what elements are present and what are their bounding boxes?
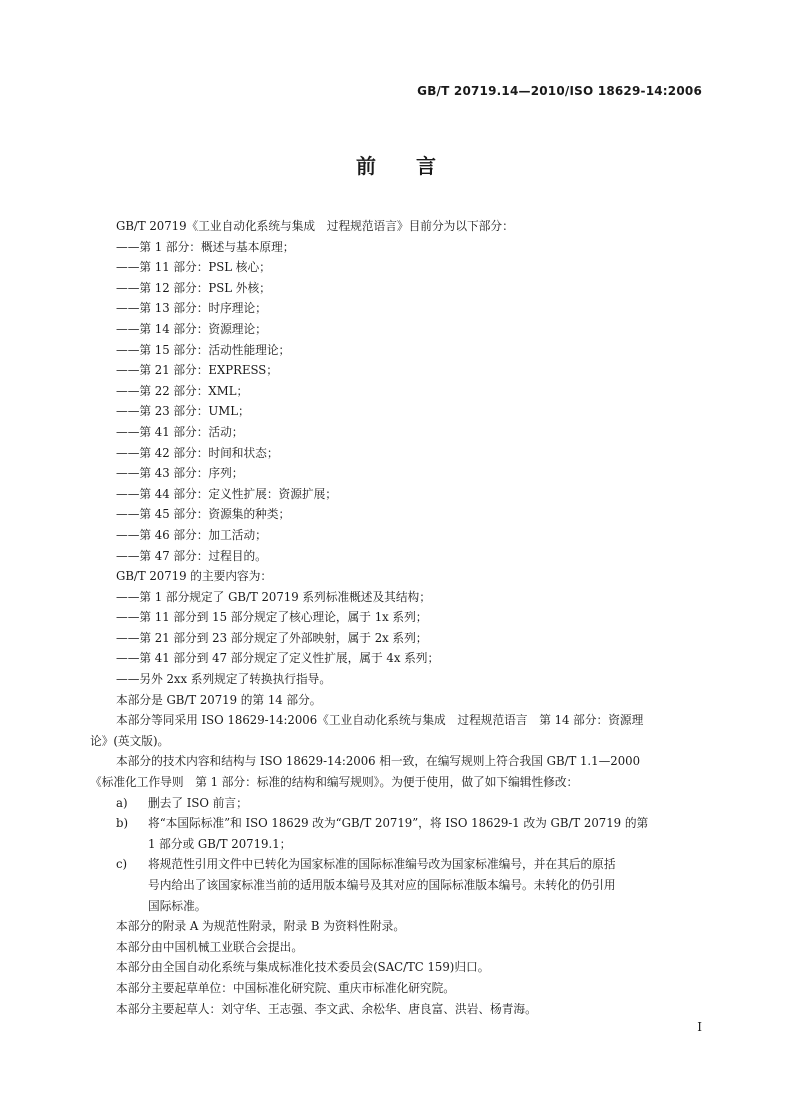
list-marker: c) bbox=[116, 857, 128, 872]
tail-line: 本部分由中国机械工业联合会提出。 bbox=[116, 939, 304, 954]
paragraph-iso-line: 论》(英文版)。 bbox=[90, 733, 170, 748]
body-line: ——第 41 部分到 47 部分规定了定义性扩展，属于 4x 系列； bbox=[116, 651, 440, 666]
body-line: 本部分是 GB/T 20719 的第 14 部分。 bbox=[116, 692, 322, 707]
body-line: GB/T 20719《工业自动化系统与集成 过程规范语言》目前分为以下部分： bbox=[116, 219, 514, 233]
body-line: ——第 13 部分：时序理论； bbox=[116, 301, 267, 316]
page-number: I bbox=[697, 1020, 702, 1034]
list-item-c bbox=[90, 854, 704, 916]
body-line: ——第 21 部分：EXPRESS； bbox=[116, 363, 278, 378]
body-line: GB/T 20719 的主要内容为： bbox=[116, 569, 273, 584]
body-line: ——第 1 部分：概述与基本原理； bbox=[116, 239, 295, 254]
list-item-text: 将规范性引用文件中已转化为国家标准的国际标准编号改为国家标准编号，并在其后的原括 bbox=[148, 857, 616, 872]
body-line: ——第 21 部分到 23 部分规定了外部映射，属于 2x 系列； bbox=[116, 630, 428, 645]
body-line: ——第 45 部分：资源集的种类； bbox=[116, 507, 291, 522]
list-marker: a) bbox=[116, 795, 128, 810]
tail-line: 本部分由全国自动化系统与集成标准化技术委员会(SAC/TC 159)归口。 bbox=[116, 960, 490, 975]
tail-line: 本部分的附录 A 为规范性附录，附录 B 为资料性附录。 bbox=[116, 919, 406, 934]
list-marker: b) bbox=[116, 816, 129, 831]
body-line: ——第 15 部分：活动性能理论； bbox=[116, 342, 291, 357]
body-line: ——另外 2xx 系列规定了转换执行指导。 bbox=[116, 672, 332, 687]
body-line: ——第 42 部分：时间和状态； bbox=[116, 445, 279, 460]
tail-line: 本部分主要起草单位：中国标准化研究院、重庆市标准化研究院。 bbox=[116, 980, 455, 995]
list-item-a bbox=[90, 793, 704, 814]
body-line: ——第 12 部分：PSL 外核； bbox=[116, 280, 271, 295]
tail-line: 本部分主要起草人：刘守华、王志强、李文武、余松华、唐良富、洪岩、杨青海。 bbox=[116, 1001, 537, 1016]
body-line: ——第 23 部分：UML； bbox=[116, 404, 250, 419]
body-line: ——第 46 部分：加工活动； bbox=[116, 527, 267, 542]
paragraph-iso-line: 本部分等同采用 ISO 18629-14:2006《工业自动化系统与集成 过程规范语言 第 14 部分：资源理 bbox=[116, 713, 644, 728]
document-body bbox=[90, 216, 704, 1019]
body-line: ——第 47 部分：过程目的。 bbox=[116, 548, 267, 563]
body-line: ——第 41 部分：活动； bbox=[116, 424, 244, 439]
list-item-b bbox=[90, 813, 704, 854]
page-title: 前 言 bbox=[356, 154, 436, 178]
list-item-text: 删去了 ISO 前言； bbox=[148, 795, 248, 810]
body-line: ——第 11 部分到 15 部分规定了核心理论，属于 1x 系列； bbox=[116, 610, 428, 625]
body-line: ——第 44 部分：定义性扩展：资源扩展； bbox=[116, 486, 337, 501]
list-item-text: 1 部分或 GB/T 20719.1； bbox=[148, 836, 292, 851]
paragraph-tech-line: 《标准化工作导则 第 1 部分：标准的结构和编写规则》。为便于使用，做了如下编辑性修改： bbox=[90, 775, 579, 790]
standard-id-header: GB/T 20719.14—2010/ISO 18629-14:2006 bbox=[417, 84, 702, 98]
body-line: ——第 1 部分规定了 GB/T 20719 系列标准概述及其结构； bbox=[116, 589, 431, 604]
body-line: ——第 43 部分：序列； bbox=[116, 466, 244, 481]
body-line: ——第 22 部分：XML； bbox=[116, 383, 249, 398]
paragraph-tech-line: 本部分的技术内容和结构与 ISO 18629-14:2006 相一致，在编写规则上符合我国 GB/T 1.1—2000 bbox=[116, 754, 641, 769]
list-item-text: 国际标准。 bbox=[148, 898, 207, 913]
list-item-text: 将“本国际标准”和 ISO 18629 改为“GB/T 20719”，将 ISO 18629-1 改为 GB/T 20719 的第 bbox=[148, 816, 649, 831]
body-line: ——第 11 部分：PSL 核心； bbox=[116, 260, 271, 275]
list-item-text: 号内给出了该国家标准当前的适用版本编号及其对应的国际标准版本编号。未转化的仍引用 bbox=[148, 878, 616, 892]
body-line: ——第 14 部分：资源理论； bbox=[116, 321, 267, 336]
